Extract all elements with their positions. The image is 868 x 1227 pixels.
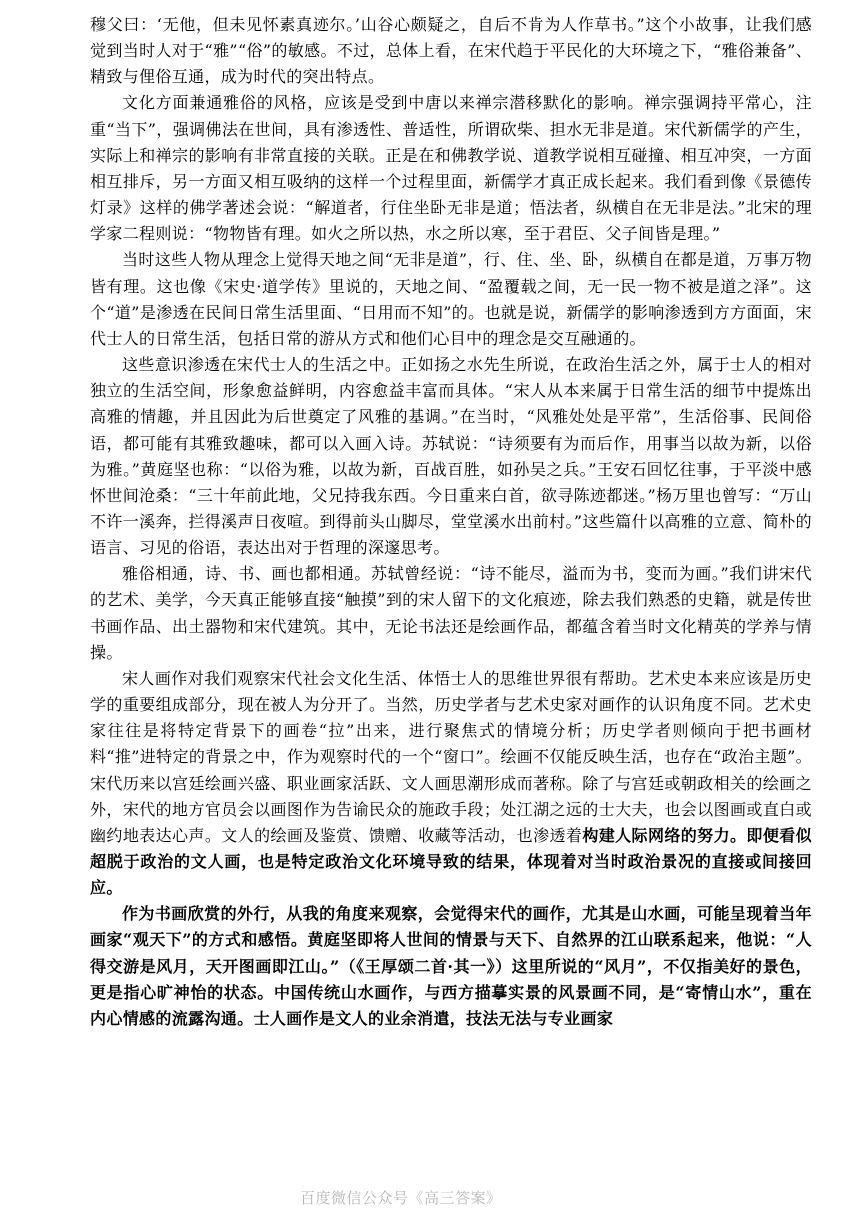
paragraph-4: 这些意识渗透在宋代士人的生活之中。正如扬之水先生所说，在政治生活之外，属于士人的相对独立的生活空间，形象愈益鲜明，内容愈益丰富而具体。“宋人从本来属于日常生活的细节中提炼出高雅的情趣，并且因此为后世奠定了风雅的基调。”在当时，“风雅处处是平常”，生活俗事、民间俗语，都可能有其雅致趣味，都可以入画入诗。苏轼说：“诗须要有为而后作，用事当以故为新，以俗为雅。”黄庭坚也称：“以俗为雅，以故为新，百战百胜，如孙吴之兵。”王安石回忆往事，于平淡中感怀世间沧桑：“三十年前此地，父兄持我东西。今日重来白首，欲寻陈迹都迷。”杨万里也曾写：“万山不许一溪奔，拦得溪声日夜喧。到得前头山脚尽，堂堂溪水出前村。”这些篇什以高雅的立意、简朴的语言、习见的俗语，表达出对于哲理的深邃思考。 (90, 355, 812, 558)
paragraph-6-bold-text: 构建人际网络的努力。即便看似超脱于政治的文人画，也是特定政治文化环境导致的结果，体现着对当时政治景况的直接或间接回应。 (90, 825, 812, 898)
document-body (90, 12, 812, 1032)
watermark-text: 百度微信公众号《高三答案》 (300, 1189, 502, 1207)
paragraph-1: 穆父曰：‘无他，但未见怀素真迹尔。’山谷心颇疑之，自后不肯为人作草书。”这个小故事，让我们感觉到当时人对于“雅”“俗”的敏感。不过，总体上看，在宋代趋于平民化的大环境之下，“雅俗兼备”、精致与俚俗互通，成为时代的突出特点。 (90, 15, 812, 87)
paragraph-6-text: 宋人画作对我们观察宋代社会文化生活、体悟士人的思维世界很有帮助。艺术史本来应该是历史学的重要组成部分，现在被人为分开了。当然，历史学者与艺术史家对画作的认识角度不同。艺术史家往往是将特定背景下的画卷“拉”出来，进行聚焦式的情境分析；历史学者则倾向于把书画材料“推”进特定的背景之中，作为观察时代的一个“窗口”。绘画不仅能反映生活，也存在“政治主题”。宋代历来以宫廷绘画兴盛、职业画家活跃、文人画思潮形成而著称。除了与宫廷或朝政相关的绘画之外，宋代的地方官员会以画图作为告谕民众的施政手段；处江湖之远的士大夫，也会以图画或直白或幽约地表达心声。文人的绘画及鉴赏、馈赠、收藏等活动，也渗透着 (90, 668, 812, 845)
paragraph-3: 当时这些人物从理念上觉得天地之间“无非是道”，行、住、坐、卧，纵横自在都是道，万事万物皆有理。这也像《宋史·道学传》里说的，天地之间、“盈覆载之间，无一民一物不被是道之泽”。这个“道”是渗透在民间日常生活里面、“日用而不知”的。也就是说，新儒学的影响渗透到方方面面，宋代士人的日常生活，包括日常的游从方式和他们心目中的理念是交互融通的。 (90, 250, 812, 348)
paragraph-6 (90, 666, 812, 901)
paragraph-5: 雅俗相通，诗、书、画也都相通。苏轼曾经说：“诗不能尽，溢而为书，变而为画。”我们讲宋代的艺术、美学，今天真正能够直接“触摸”到的宋人留下的文化痕迹，除去我们熟悉的史籍，就是传世书画作品、出土器物和宋代建筑。其中，无论书法还是绘画作品，都蕴含着当时文化精英的学养与情操。 (90, 564, 812, 662)
paragraph-2: 文化方面兼通雅俗的风格，应该是受到中唐以来禅宗潜移默化的影响。禅宗强调持平常心，注重“当下”，强调佛法在世间，具有渗透性、普适性，所谓砍柴、担水无非是道。宋代新儒学的产生，实际上和禅宗的影响有非常直接的关联。正是在和佛教学说、道教学说相互碰撞、相互冲突，一方面相互排斥，另一方面又相互吸纳的这样一个过程里面，新儒学才真正成长起来。我们看到像《景德传灯录》这样的佛学著述会说：“解道者，行住坐卧无非是道；悟法者，纵横自在无非是法。”北宋的理学家二程则说：“物物皆有理。如火之所以热，水之所以寒，至于君臣、父子间皆是理。” (90, 93, 812, 244)
paragraph-7: 作为书画欣赏的外行，从我的角度来观察，会觉得宋代的画作，尤其是山水画，可能呈现着当年画家“观天下”的方式和感悟。黄庭坚即将人世间的情景与天下、自然界的江山联系起来，他说：“人得交游是风月，天开图画即江山。”（《王厚颂二首·其一》）这里所说的“风月”，不仅指美好的景色，更是指心旷神怡的状态。中国传统山水画作，与西方描摹实景的风景画不同，是“寄情山水”，重在内心情感的流露沟通。士人画作是文人的业余消遣，技法无法与专业画家 (90, 904, 812, 1028)
